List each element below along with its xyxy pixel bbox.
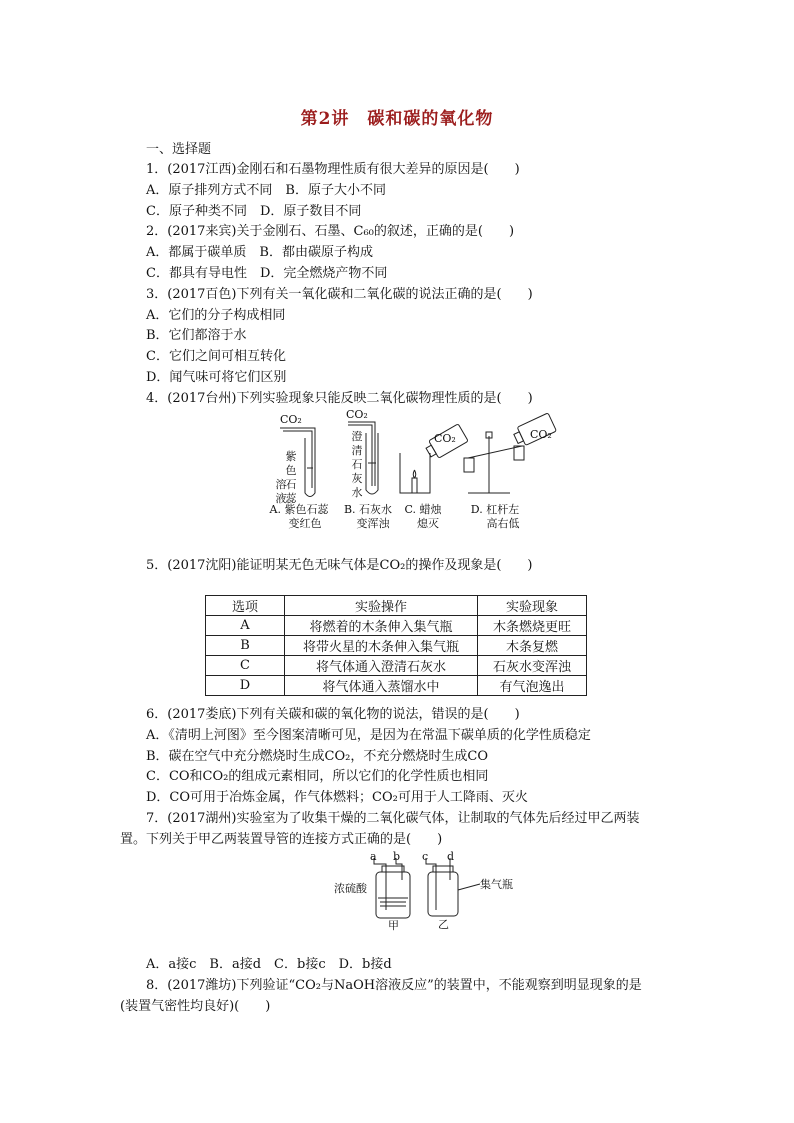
label-char: 蕊 — [285, 492, 297, 505]
label-char: 水 — [351, 486, 363, 499]
figure-a-vertical-label-2 — [275, 450, 289, 505]
question-7-stem-line1: 7．(2017湖州)实验室为了收集干燥的二氧化碳气体，让制取的气体先后经过甲乙两装 — [146, 811, 640, 826]
question-3-option-a: A．它们的分子构成相同 — [146, 308, 286, 323]
table-row — [206, 616, 587, 636]
question-3-option-d: D．闻气味可将它们区别 — [146, 370, 287, 385]
table-cell: 木条燃烧更旺 — [478, 616, 587, 636]
table-cell: C — [206, 656, 285, 676]
table-cell: A — [206, 616, 285, 636]
tube-label-c: c — [422, 850, 429, 863]
question-6-option-d: D．CO可用于冶炼金属，作气体燃料；CO₂可用于人工降雨、灭火 — [146, 790, 528, 805]
table-row — [206, 676, 587, 696]
label-char: 清 — [351, 444, 363, 457]
question-3-option-c: C．它们之间可相互转化 — [146, 349, 286, 364]
question-6-option-a: A．《清明上河图》至今图案清晰可见，是因为在常温下碳单质的化学性质稳定 — [146, 728, 591, 743]
caption-a-line2: 变红色 — [288, 517, 322, 530]
question-1-stem: 1．(2017江西)金刚石和石墨物理性质有很大差异的原因是( ) — [146, 162, 520, 177]
tube-label-a: a — [370, 850, 377, 863]
label-char: 澄 — [351, 430, 363, 443]
question-7-figure — [330, 850, 530, 930]
tube-label-d: d — [447, 850, 455, 863]
table-header: 实验操作 — [285, 596, 478, 616]
question-4-stem: 4．(2017台州)下列实验现象只能反映二氧化碳物理性质的是( ) — [146, 391, 533, 406]
section-heading: 一、选择题 — [146, 142, 212, 157]
question-1-options-ab: A．原子排列方式不同 B．原子大小不同 — [146, 183, 386, 198]
question-2-options-ab: A．都属于碳单质 B．都由碳原子构成 — [146, 245, 373, 260]
co2-label-c: CO₂ — [434, 432, 456, 445]
question-5-table — [205, 595, 587, 696]
co2-label-a: CO₂ — [280, 413, 302, 426]
table-cell: 有气泡逸出 — [478, 676, 587, 696]
question-3-option-b: B．它们都溶于水 — [146, 328, 247, 343]
caption-d-line2: 高右低 — [486, 517, 520, 530]
label-char: 色 — [285, 464, 297, 477]
question-8-stem-line2: (装置气密性均良好)( ) — [120, 999, 271, 1014]
label-char: 石 — [351, 458, 363, 471]
tube-label-b: b — [393, 850, 401, 863]
question-6-option-c: C．CO和CO₂的组成元素相同，所以它们的化学性质也相同 — [146, 769, 489, 784]
table-header: 选项 — [206, 596, 285, 616]
question-2-stem: 2．(2017来宾)关于金刚石、石墨、C₆₀的叙述，正确的是( ) — [146, 224, 515, 239]
question-5-stem: 5．(2017沈阳)能证明某无色无味气体是CO₂的操作及现象是( ) — [146, 558, 533, 573]
question-8-stem-line1: 8．(2017潍坊)下列验证“CO₂与NaOH溶液反应”的装置中，不能观察到明显现象的是 — [146, 978, 642, 993]
table-cell: 将燃着的木条伸入集气瓶 — [285, 616, 478, 636]
label-char: 溶 — [275, 478, 287, 491]
figure-b-vertical-label — [351, 430, 365, 500]
co2-label-d: CO₂ — [530, 428, 552, 441]
table-cell: 将带火星的木条伸入集气瓶 — [285, 636, 478, 656]
question-6-option-b: B．碳在空气中充分燃烧时生成CO₂，不充分燃烧时生成CO — [146, 749, 488, 764]
caption-b-line1: B. 石灰水 — [343, 503, 393, 516]
question-7-stem-line2: 置。下列关于甲乙两装置导管的连接方式正确的是( ) — [120, 832, 443, 847]
page-title: 第2讲 碳和碳的氧化物 — [300, 109, 494, 129]
co2-label-b: CO₂ — [346, 408, 368, 421]
caption-d-line1: D. 杠杆左 — [470, 503, 520, 516]
table-cell: 木条复燃 — [478, 636, 587, 656]
table-cell: 石灰水变浑浊 — [478, 656, 587, 676]
table-header-row — [206, 596, 587, 616]
label-char: 紫 — [285, 450, 297, 463]
caption-a-line1: A. 紫色石蕊 — [269, 503, 329, 516]
label-char: 灰 — [351, 472, 363, 485]
table-row — [206, 656, 587, 676]
concentrated-sulfuric-acid-label: 浓硫酸 — [334, 882, 367, 895]
table-row — [206, 636, 587, 656]
caption-c-line1: C. 蜡烛 — [404, 503, 442, 516]
question-4-figure — [260, 408, 560, 533]
table-cell: B — [206, 636, 285, 656]
label-char: 石 — [285, 478, 297, 491]
gas-collecting-bottle-label: 集气瓶 — [480, 878, 513, 891]
question-1-options-cd: C．原子种类不同 D．原子数目不同 — [146, 204, 362, 219]
label-char: 液 — [275, 492, 287, 505]
table-cell: 将气体通入澄清石灰水 — [285, 656, 478, 676]
caption-c-line2: 熄灭 — [417, 517, 439, 530]
caption-b-line2: 变浑浊 — [356, 517, 390, 530]
table-cell: D — [206, 676, 285, 696]
table-cell: 将气体通入蒸馏水中 — [285, 676, 478, 696]
bottle-jia-label: 甲 — [388, 919, 399, 932]
question-6-stem: 6．(2017娄底)下列有关碳和碳的氧化物的说法，错误的是( ) — [146, 707, 520, 722]
question-2-options-cd: C．都具有导电性 D．完全燃烧产物不同 — [146, 266, 388, 281]
question-3-stem: 3．(2017百色)下列有关一氧化碳和二氧化碳的说法正确的是( ) — [146, 287, 533, 302]
bottle-yi-label: 乙 — [438, 918, 449, 931]
table-header: 实验现象 — [478, 596, 587, 616]
question-7-options: A．a接c B．a接d C．b接c D．b接d — [146, 957, 392, 972]
